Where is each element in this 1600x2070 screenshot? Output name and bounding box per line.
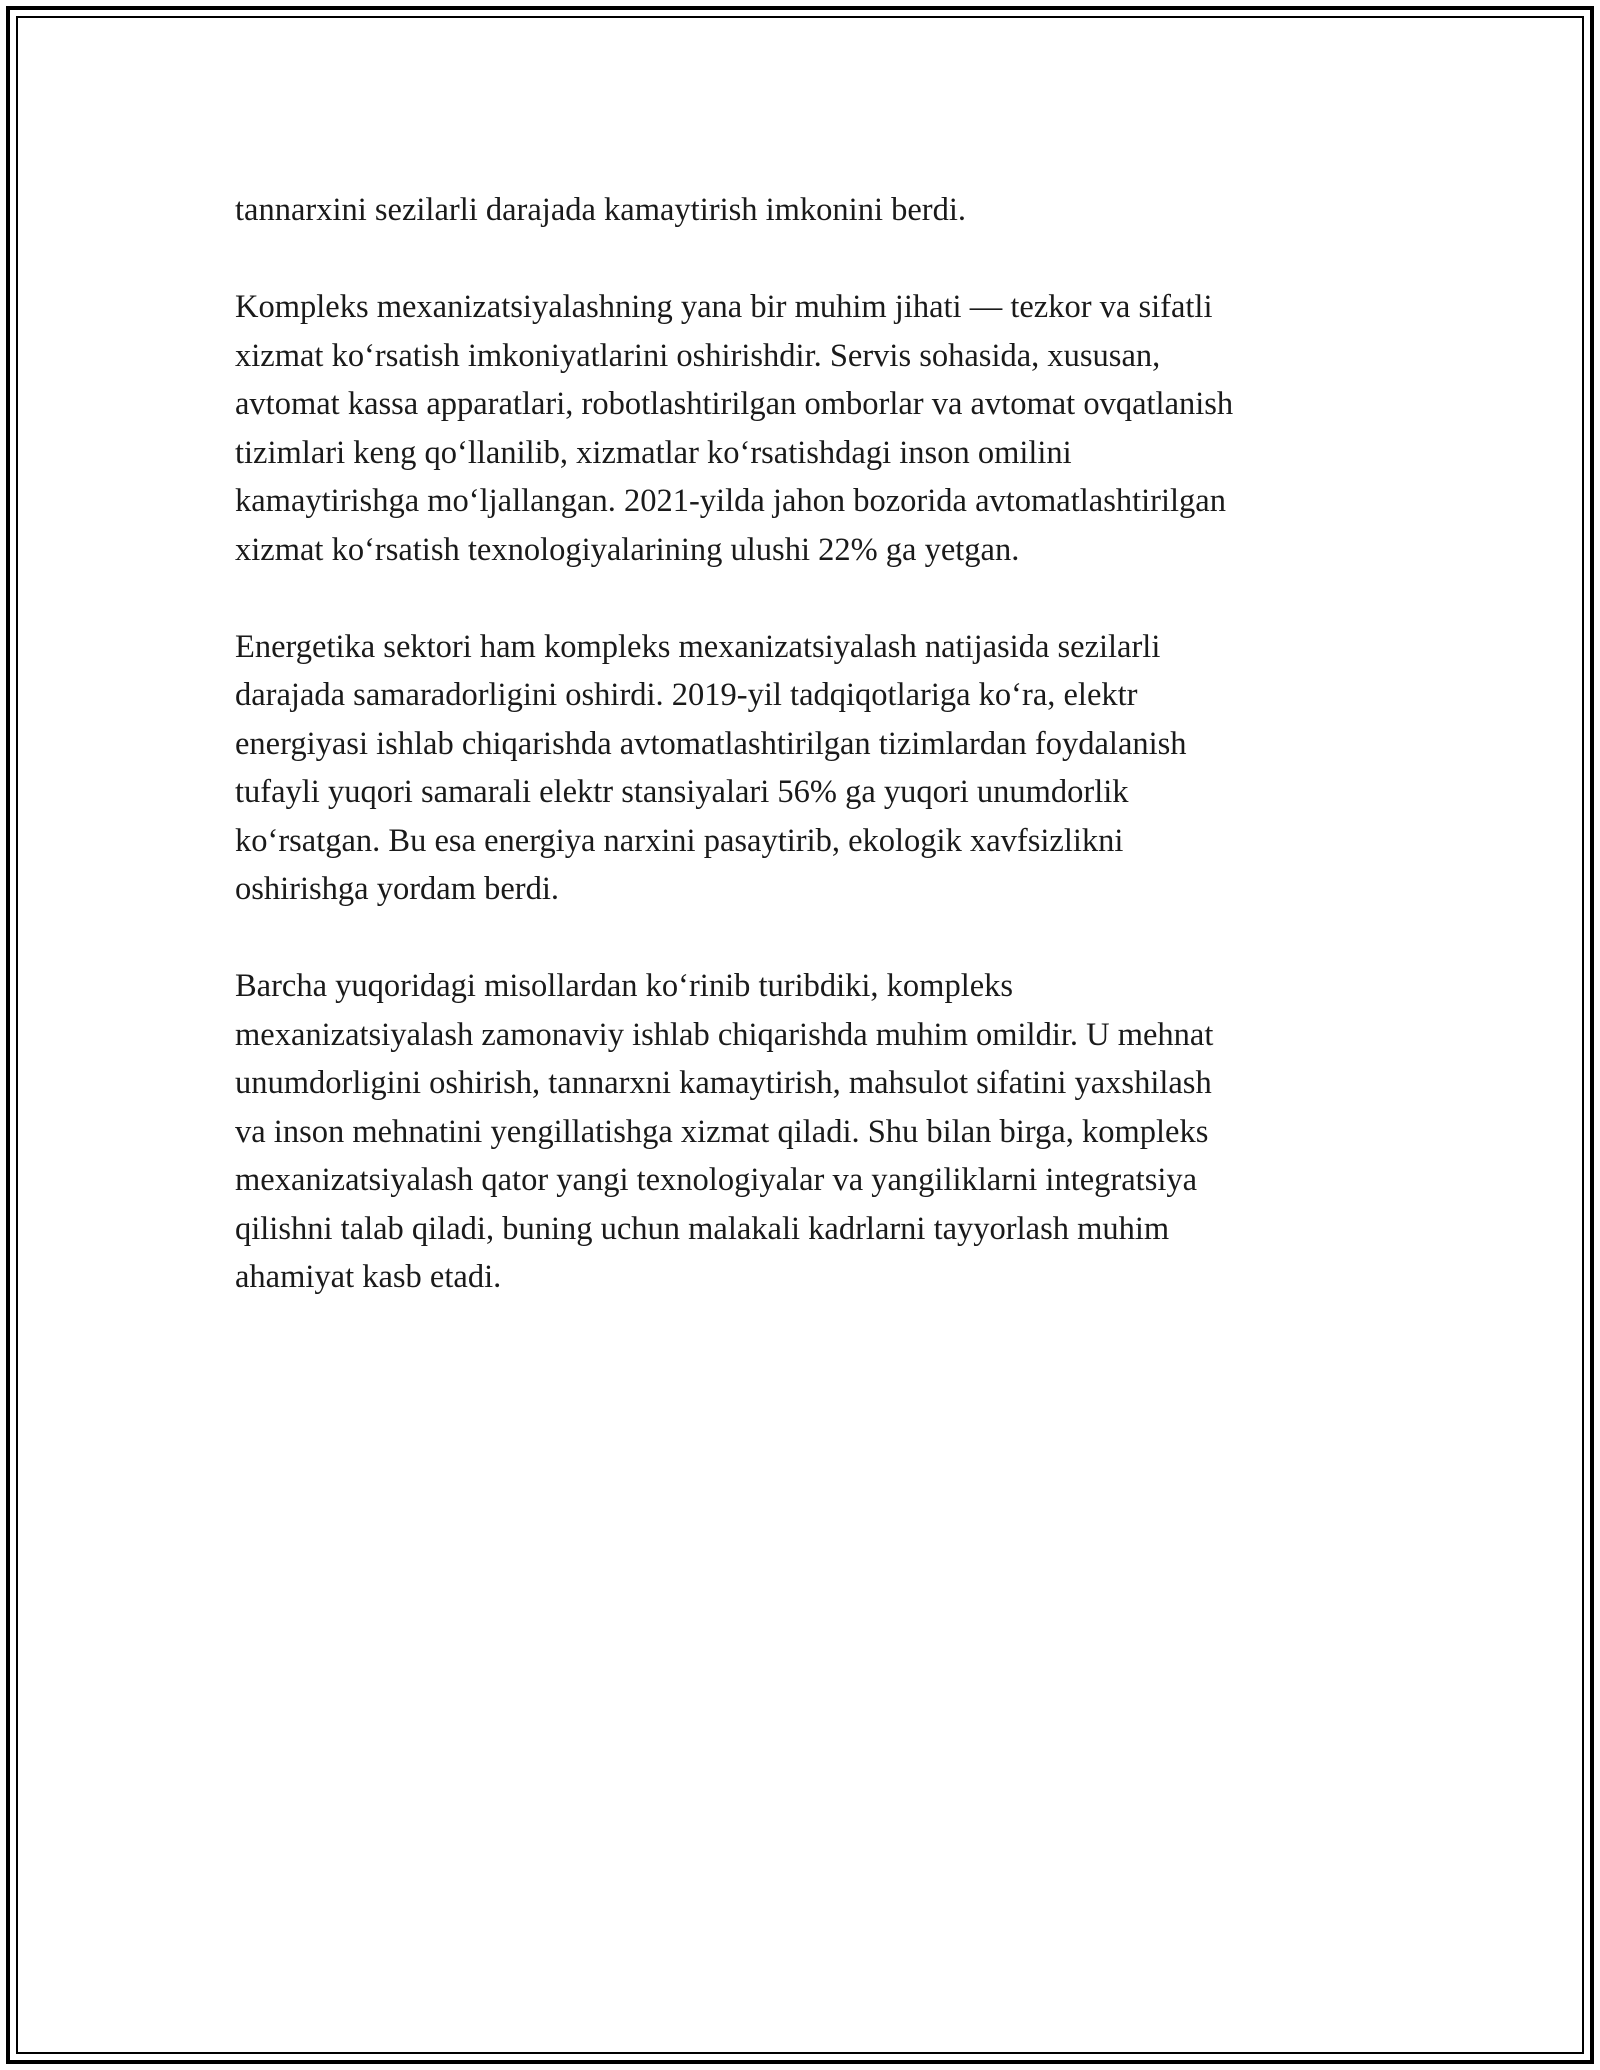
paragraph-4: Barcha yuqoridagi misollardan ko‘rinib turibdiki, kompleks mexanizatsiyalash zamonaviy ishlab chiqarishda muhim omildir. U mehnat unumdorligini oshirish, tannarxni kamaytirish, mahsulot sifatini yaxshilash va inson mehnatini yengillatishga xizmat qiladi. Shu bilan birga, kompleks mexanizatsiyalash qator yangi texnologiyalar va yangiliklarni integratsiya qilishni talab qiladi, buning uchun malakali kadrlarni tayyorlash muhim ahamiyat kasb etadi. bbox=[235, 968, 1214, 1295]
paragraph-2: Kompleks mexanizatsiyalashning yana bir muhim jihati — tezkor va sifatli xizmat ko‘rsatish imkoniyatlarini oshirishdir. Servis sohasida, xususan, avtomat kassa apparatlari, robotlashtirilgan omborlar va avtomat ovqatlanish tizimlari keng qo‘llanilib, xizmatlar ko‘rsatishdagi inson omilini kamaytirishga mo‘ljallangan. 2021-yilda jahon bozorida avtomatlashtirilgan xizmat ko‘rsatish texnologiyalarining ulushi 22% ga yetgan. bbox=[235, 289, 1234, 568]
paragraph-3: Energetika sektori ham kompleks mexanizatsiyalash natijasida sezilarli darajada samaradorligini oshirdi. 2019-yil tadqiqotlariga ko‘ra, elektr energiyasi ishlab chiqarishda avtomatlashtirilgan tizimlardan foydalanish tufayli yuqori samarali elektr stansiyalari 56% ga yuqori unumdorlik ko‘rsatgan. Bu esa energiya narxini pasaytirib, ekologik xavfsizlikni oshirishga yordam berdi. bbox=[235, 628, 1187, 907]
document-body bbox=[235, 186, 1415, 1350]
paragraph-1: tannarxini sezilarli darajada kamaytirish imkonini berdi. bbox=[235, 192, 967, 228]
